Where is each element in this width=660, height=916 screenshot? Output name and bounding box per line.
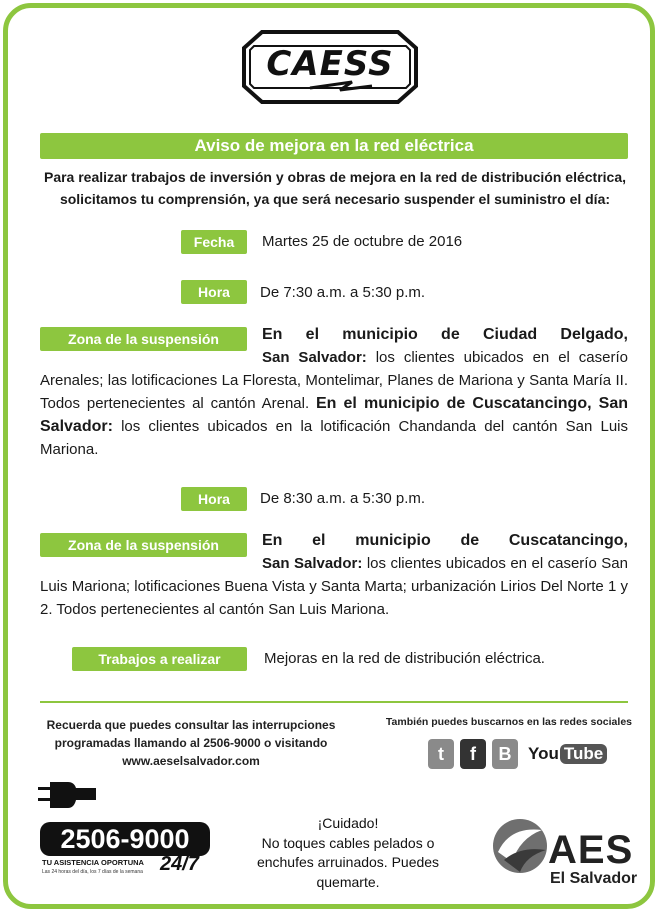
- trabajos-label: Trabajos a realizar: [72, 647, 247, 671]
- zona-label-2: Zona de la suspensión: [40, 533, 247, 557]
- warning-text: [238, 814, 458, 892]
- fecha-label: Fecha: [181, 230, 247, 254]
- zona-1-text-b: los clientes ubicados en la lotificación Chandanda del cantón San Luis Mariona.: [40, 418, 628, 458]
- phone-number[interactable]: 2506-9000: [40, 822, 210, 856]
- youtube-you: You: [528, 744, 559, 763]
- youtube-icon[interactable]: [528, 744, 607, 764]
- reminder-line-1: Recuerda que puedes consultar las interrupciones: [46, 718, 336, 732]
- divider: [40, 701, 628, 703]
- zona-text-2: [40, 529, 628, 552]
- warning-line-1: ¡Cuidado!: [317, 815, 379, 831]
- website-link[interactable]: www.aeselsalvador.com: [122, 754, 260, 768]
- warning-line-3: enchufes arruinados. Puedes: [256, 854, 440, 870]
- zona-text-2-body: [40, 552, 628, 621]
- plug-icon: [38, 778, 98, 812]
- hora-value-2: De 8:30 a.m. a 5:30 p.m.: [260, 490, 426, 507]
- facebook-icon[interactable]: [460, 739, 486, 769]
- hora-label-1: Hora: [181, 280, 247, 304]
- zona-2-lead2: San Salvador:: [262, 555, 363, 572]
- trabajos-value: Mejoras en la red de distribución eléctrica.: [264, 650, 545, 667]
- twitter-glyph: t: [438, 743, 444, 764]
- assist-label: TU ASISTENCIA OPORTUNA: [42, 858, 144, 867]
- hora-label-2: Hora: [181, 487, 247, 511]
- notice-title: Aviso de mejora en la red eléctrica: [40, 133, 628, 159]
- caess-logo-text: CAESS: [266, 44, 394, 84]
- twitter-icon[interactable]: [428, 739, 454, 769]
- assist-247: 24/7: [160, 853, 199, 875]
- facebook-glyph: f: [470, 743, 476, 764]
- warning-line-2: No toques cables pelados o: [261, 834, 435, 851]
- zona-1-text: los clientes ubicados en el caserío Arenales; las lotificaciones La Floresta, Montelimar, Planes de Mariona y Santa María II. Todos pertenecientes al cantón Arenal.: [40, 349, 628, 412]
- blogger-icon[interactable]: [492, 739, 518, 769]
- zona-1-lead3: En el municipio de Cuscatancingo, San Salvador:: [40, 395, 629, 435]
- hora-value-1: De 7:30 a.m. a 5:30 p.m.: [260, 284, 426, 301]
- zona-text-1: [40, 323, 628, 461]
- zona-1-paragraph: [40, 346, 628, 461]
- zona-label-1: Zona de la suspensión: [40, 327, 247, 351]
- aes-logo-text: AES: [548, 828, 634, 872]
- aes-logo-sub: El Salvador: [550, 870, 638, 887]
- zona-1-lead: En el municipio de Ciudad Delgado,: [262, 326, 628, 343]
- warning-line-4: quemarte.: [316, 873, 380, 890]
- social-label: También puedes buscarnos en las redes sociales: [385, 716, 632, 728]
- caess-logo: [240, 28, 420, 106]
- blogger-glyph: B: [498, 743, 512, 764]
- zona-2-text: los clientes ubicados en el caserío San Luis Mariona; lotificaciones Buena Vista y Santa Marta; urbanización Lirios Del Norte 1 y 2. Todos pertenecientes al cantón San Luis Mariona.: [40, 555, 628, 618]
- youtube-tube: Tube: [560, 744, 607, 764]
- assist-sub: Las 24 horas del día, los 7 días de la semana: [42, 869, 143, 875]
- fecha-value: Martes 25 de octubre de 2016: [262, 233, 463, 250]
- zona-1-lead2: San Salvador:: [262, 349, 367, 366]
- intro-text: Para realizar trabajos de inversión y obras de mejora en la red de distribución eléctrica, solicitamos tu comprensión, ya que será necesario suspender el suministro el día:: [43, 169, 626, 207]
- reminder-line-2: programadas llamando al 2506-9000 o visitando: [54, 736, 328, 750]
- reminder-text: [40, 716, 342, 770]
- social-icons: [428, 738, 607, 770]
- zona-2-lead: En el municipio de Cuscatancingo,: [262, 532, 628, 549]
